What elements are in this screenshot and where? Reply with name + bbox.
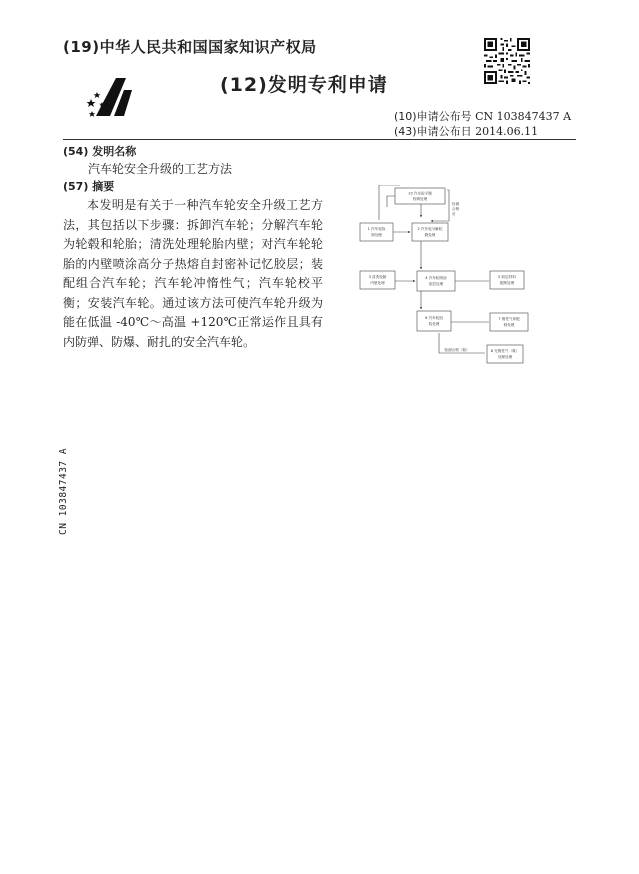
svg-text:5 胶层材料: 5 胶层材料	[498, 275, 516, 279]
publication-date-value: 2014.06.11	[475, 125, 539, 138]
header-divider	[63, 139, 576, 140]
svg-text:10 汽车轮平衡: 10 汽车轮平衡	[408, 191, 432, 196]
svg-text:内壁处理: 内壁处理	[370, 281, 385, 285]
svg-text:6 汽车轮组: 6 汽车轮组	[425, 316, 443, 320]
svg-text:后: 后	[452, 212, 456, 216]
svg-text:7 惰性气体配: 7 惰性气体配	[498, 317, 520, 321]
svg-text:1 汽车轮拆: 1 汽车轮拆	[367, 227, 386, 231]
publication-date-label: (43)申请公布日	[394, 125, 472, 138]
flow-box-5	[417, 271, 455, 291]
svg-text:毂处理: 毂处理	[424, 233, 436, 237]
flow-box-9	[487, 345, 523, 363]
publication-number-label: (10)申请公布号	[394, 110, 472, 123]
publication-date-row	[394, 123, 538, 139]
svg-text:配制处理: 配制处理	[499, 281, 515, 285]
svg-text:3 清洗轮胎: 3 清洗轮胎	[368, 275, 387, 279]
flow-box-6	[490, 271, 524, 289]
publication-number-value: CN 103847437 A	[475, 110, 572, 123]
cnipa-logo	[86, 72, 136, 122]
flow-box-1	[395, 188, 445, 204]
side-note	[452, 201, 460, 216]
document-type: (12)发明专利申请	[220, 74, 388, 96]
svg-text:2 汽车轮分解轮: 2 汽车轮分解轮	[417, 227, 443, 231]
svg-text:制处理: 制处理	[503, 323, 515, 327]
flow-box-8	[490, 313, 528, 331]
qr-code-icon	[484, 38, 530, 84]
abstract-text: 本发明是有关于一种汽车轮安全升级工艺方法，其包括以下步骤：拆卸汽车轮；分解汽车轮为轮毂和轮胎；清洗处理轮胎内壁；对汽车轮轮胎的内壁喷涂高分子热熔自封密补记忆胶层；装配组合汽车轮；汽车轮冲惰性气；汽车轮校平衡；安装汽车轮。通过该方法可使汽车轮升级为能在低温 -40℃～高温 +120℃正常运作且具有内防弹、防爆、耐扎的安全汽车轮。	[63, 198, 323, 349]
invention-title-label: (54) 发明名称	[63, 145, 137, 158]
svg-text:8 充惰性气（氮）: 8 充惰性气（氮）	[490, 349, 520, 353]
invention-title: 汽车轮安全升级的工艺方法	[88, 162, 233, 176]
svg-text:合格: 合格	[452, 207, 460, 211]
side-publication-number	[40, 395, 70, 535]
issuing-office: (19)中华人民共和国国家知识产权局	[63, 38, 317, 56]
publication-number-row	[394, 108, 571, 124]
flow-label-bottom	[444, 347, 469, 352]
svg-text:胶层处理: 胶层处理	[428, 282, 444, 286]
svg-text:检测: 检测	[452, 202, 460, 206]
side-text: CN 103847437 A	[58, 447, 69, 535]
svg-text:4 汽车轮喷涂: 4 汽车轮喷涂	[425, 276, 447, 280]
process-flow-diagram	[355, 185, 540, 370]
flow-box-7	[417, 311, 451, 331]
flow-box-3	[412, 223, 448, 241]
flow-box-4	[360, 271, 395, 289]
svg-text:校调处理: 校调处理	[412, 197, 428, 201]
svg-text:检测合格（氮）: 检测合格（氮）	[444, 348, 470, 352]
svg-text:处理处理: 处理处理	[497, 355, 513, 359]
svg-text:卸处理: 卸处理	[371, 233, 382, 237]
abstract-label: (57) 摘要	[63, 180, 115, 193]
svg-text:装处理: 装处理	[428, 322, 440, 326]
flow-box-2	[360, 223, 393, 241]
